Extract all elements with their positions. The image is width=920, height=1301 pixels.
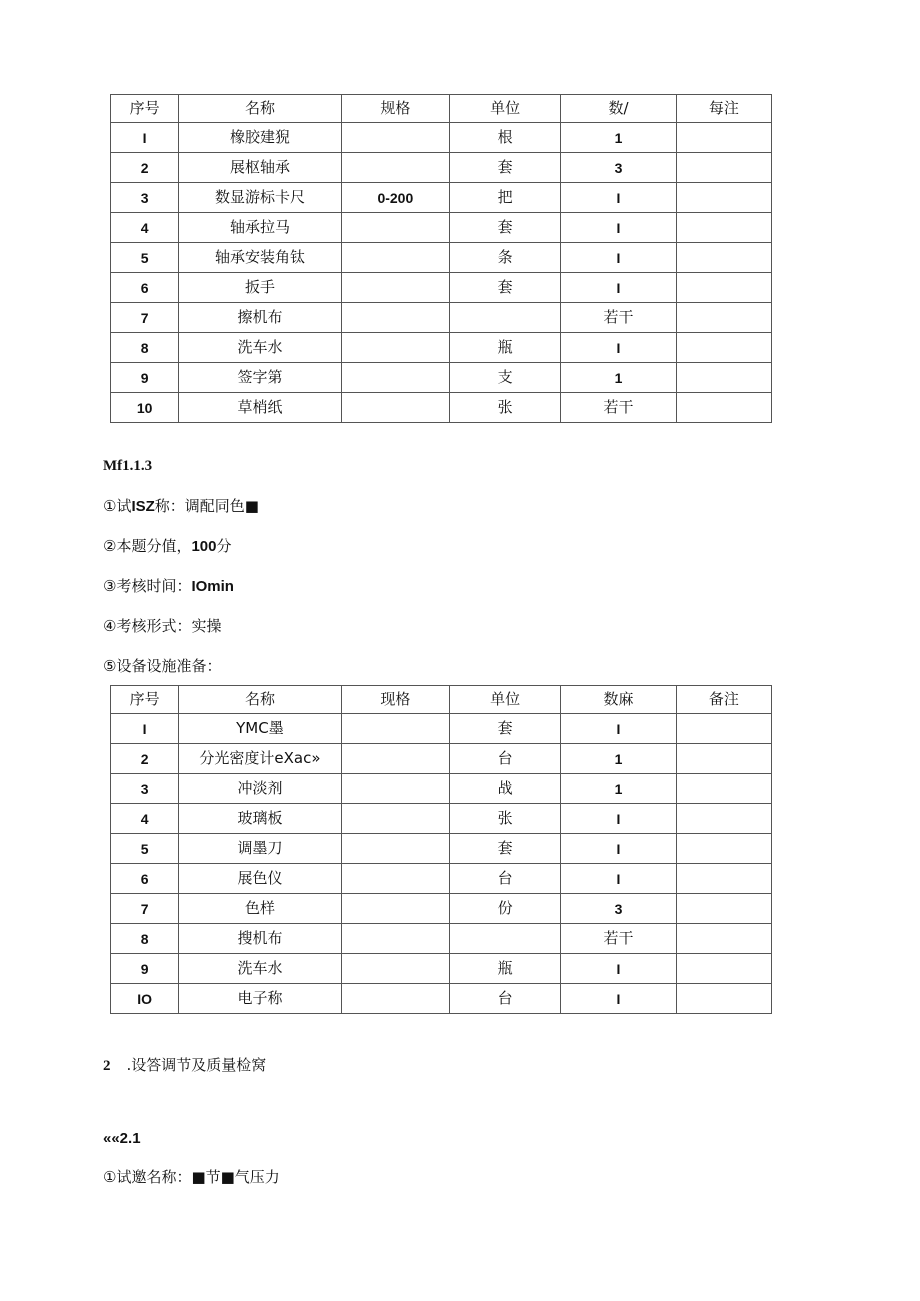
- table-cell: 10: [111, 393, 179, 423]
- table-row: [111, 183, 772, 213]
- table-cell: 3: [111, 774, 179, 804]
- exam-name-line: ①试ISZ称：调配同色■: [103, 497, 259, 515]
- table-cell: [676, 303, 771, 333]
- table-cell: [341, 864, 449, 894]
- table-cell: 套: [450, 153, 561, 183]
- table-cell: 数显游标卡尺: [179, 183, 341, 213]
- table-cell: I: [111, 123, 179, 153]
- header-cell: 序号: [111, 95, 179, 123]
- header-cell: 数/: [561, 95, 676, 123]
- table-cell: 洗车水: [179, 333, 341, 363]
- header-cell: 规格: [341, 95, 449, 123]
- table-row: [111, 123, 772, 153]
- table-cell: 条: [450, 243, 561, 273]
- table-row: [111, 894, 772, 924]
- table-cell: [676, 744, 771, 774]
- table-cell: [341, 243, 449, 273]
- table-cell: 9: [111, 363, 179, 393]
- table-row: [111, 924, 772, 954]
- table-cell: 展枢轴承: [179, 153, 341, 183]
- table-cell: [341, 393, 449, 423]
- table-cell: 若干: [561, 393, 676, 423]
- table-cell: 套: [450, 714, 561, 744]
- table-cell: 2: [111, 744, 179, 774]
- table-cell: 洗车水: [179, 954, 341, 984]
- table-cell: [676, 894, 771, 924]
- table-cell: [676, 924, 771, 954]
- tools-table-1: [110, 94, 772, 423]
- table-cell: 若干: [561, 924, 676, 954]
- section-heading-2: 2 .设答调节及质量检窝: [103, 1056, 267, 1074]
- table-row: [111, 984, 772, 1014]
- table-cell: 橡胶建猊: [179, 123, 341, 153]
- table-cell: I: [561, 954, 676, 984]
- table-cell: 1: [561, 744, 676, 774]
- table-cell: 张: [450, 393, 561, 423]
- table-cell: [676, 954, 771, 984]
- table-cell: 1: [561, 363, 676, 393]
- table-cell: IO: [111, 984, 179, 1014]
- table-cell: [676, 714, 771, 744]
- table-cell: I: [561, 243, 676, 273]
- table-cell: 7: [111, 303, 179, 333]
- table-cell: 4: [111, 213, 179, 243]
- table-cell: [450, 303, 561, 333]
- table-cell: 2: [111, 153, 179, 183]
- header-cell: 数麻: [561, 686, 676, 714]
- table-cell: [676, 984, 771, 1014]
- table-row: [111, 804, 772, 834]
- table-cell: [676, 333, 771, 363]
- table-cell: I: [561, 273, 676, 303]
- table-cell: 调墨刀: [179, 834, 341, 864]
- table-cell: I: [561, 213, 676, 243]
- table-cell: [676, 243, 771, 273]
- table-cell: 9: [111, 954, 179, 984]
- table-cell: [676, 774, 771, 804]
- table-row: [111, 243, 772, 273]
- table-cell: 若干: [561, 303, 676, 333]
- table-cell: 1: [561, 774, 676, 804]
- header-cell: 单位: [450, 686, 561, 714]
- table-cell: [676, 804, 771, 834]
- table-row: [111, 273, 772, 303]
- table-cell: 轴承拉马: [179, 213, 341, 243]
- table-header-row: [111, 686, 772, 714]
- table-cell: 台: [450, 744, 561, 774]
- header-cell: 备注: [676, 686, 771, 714]
- table-cell: 冲淡剂: [179, 774, 341, 804]
- table-row: [111, 303, 772, 333]
- table-cell: 扳手: [179, 273, 341, 303]
- table-cell: 瓶: [450, 333, 561, 363]
- table-cell: 分光密度计eXac»: [179, 744, 341, 774]
- header-cell: 现格: [341, 686, 449, 714]
- equipment-prep-line: ⑤设备设施准备：: [103, 657, 222, 675]
- exam-name-line-2: ①试邀名称：■节■气压力: [103, 1168, 280, 1186]
- header-cell: 单位: [450, 95, 561, 123]
- section-heading-1-1-3: Mf1.1.3: [103, 458, 153, 474]
- table-cell: 0-200: [341, 183, 449, 213]
- table-cell: [676, 153, 771, 183]
- time-line: ③考核时间：IOmin: [103, 577, 234, 595]
- table-cell: I: [561, 834, 676, 864]
- table-cell: [450, 924, 561, 954]
- table-cell: 1: [561, 123, 676, 153]
- table-cell: YMC墨: [179, 714, 341, 744]
- table-cell: [341, 894, 449, 924]
- table-cell: I: [561, 804, 676, 834]
- table-cell: [676, 393, 771, 423]
- table-cell: 支: [450, 363, 561, 393]
- tools-table-2: [110, 685, 772, 1014]
- table-cell: 4: [111, 804, 179, 834]
- table-cell: [341, 954, 449, 984]
- table-cell: 签字第: [179, 363, 341, 393]
- section-heading-2-1: ««2.1: [103, 1130, 141, 1147]
- table-cell: 8: [111, 924, 179, 954]
- table-cell: I: [561, 714, 676, 744]
- table-cell: [676, 363, 771, 393]
- table-cell: 玻璃板: [179, 804, 341, 834]
- table-row: [111, 153, 772, 183]
- table-cell: 草梢纸: [179, 393, 341, 423]
- table-cell: [341, 333, 449, 363]
- table-cell: 根: [450, 123, 561, 153]
- table-cell: [341, 924, 449, 954]
- table-cell: [676, 213, 771, 243]
- table-cell: [341, 744, 449, 774]
- table-cell: [341, 153, 449, 183]
- table-cell: [341, 834, 449, 864]
- header-cell: 序号: [111, 686, 179, 714]
- table-cell: 3: [111, 183, 179, 213]
- table-cell: 7: [111, 894, 179, 924]
- table-cell: 轴承安装角钛: [179, 243, 341, 273]
- score-line: ②本题分值，100分: [103, 537, 232, 555]
- table-row: [111, 744, 772, 774]
- table-cell: 8: [111, 333, 179, 363]
- table-cell: [341, 123, 449, 153]
- table-cell: 搜机布: [179, 924, 341, 954]
- table-cell: 瓶: [450, 954, 561, 984]
- table-cell: 5: [111, 243, 179, 273]
- table-cell: 3: [561, 153, 676, 183]
- table-cell: 套: [450, 834, 561, 864]
- table-cell: [676, 123, 771, 153]
- table-cell: [341, 303, 449, 333]
- table-cell: 擦机布: [179, 303, 341, 333]
- table-cell: [341, 273, 449, 303]
- table-cell: I: [561, 183, 676, 213]
- header-cell: 名称: [179, 95, 341, 123]
- table-row: [111, 393, 772, 423]
- table-row: [111, 213, 772, 243]
- table-cell: 台: [450, 984, 561, 1014]
- table-cell: [341, 363, 449, 393]
- table-row: [111, 774, 772, 804]
- table-cell: 套: [450, 213, 561, 243]
- header-cell: 名称: [179, 686, 341, 714]
- table-cell: 3: [561, 894, 676, 924]
- table-row: [111, 714, 772, 744]
- table-cell: I: [111, 714, 179, 744]
- table-row: [111, 363, 772, 393]
- table-cell: I: [561, 864, 676, 894]
- table-cell: [341, 804, 449, 834]
- table-cell: 6: [111, 864, 179, 894]
- header-cell: 每注: [676, 95, 771, 123]
- table-cell: 份: [450, 894, 561, 924]
- table-cell: [676, 183, 771, 213]
- table-row: [111, 864, 772, 894]
- table-cell: 展色仪: [179, 864, 341, 894]
- format-line: ④考核形式：实操: [103, 617, 222, 635]
- table-cell: 战: [450, 774, 561, 804]
- table-row: [111, 954, 772, 984]
- table-cell: [341, 774, 449, 804]
- table-cell: 色样: [179, 894, 341, 924]
- table-cell: 套: [450, 273, 561, 303]
- table-cell: 台: [450, 864, 561, 894]
- table-cell: [676, 864, 771, 894]
- table-cell: 6: [111, 273, 179, 303]
- table-header-row: [111, 95, 772, 123]
- table-cell: 把: [450, 183, 561, 213]
- table-cell: [676, 834, 771, 864]
- table-cell: 5: [111, 834, 179, 864]
- table-cell: 电子称: [179, 984, 341, 1014]
- table-cell: 张: [450, 804, 561, 834]
- table-cell: [341, 213, 449, 243]
- table-row: [111, 333, 772, 363]
- table-cell: [676, 273, 771, 303]
- table-cell: [341, 714, 449, 744]
- table-cell: I: [561, 984, 676, 1014]
- table-cell: I: [561, 333, 676, 363]
- table-cell: [341, 984, 449, 1014]
- table-row: [111, 834, 772, 864]
